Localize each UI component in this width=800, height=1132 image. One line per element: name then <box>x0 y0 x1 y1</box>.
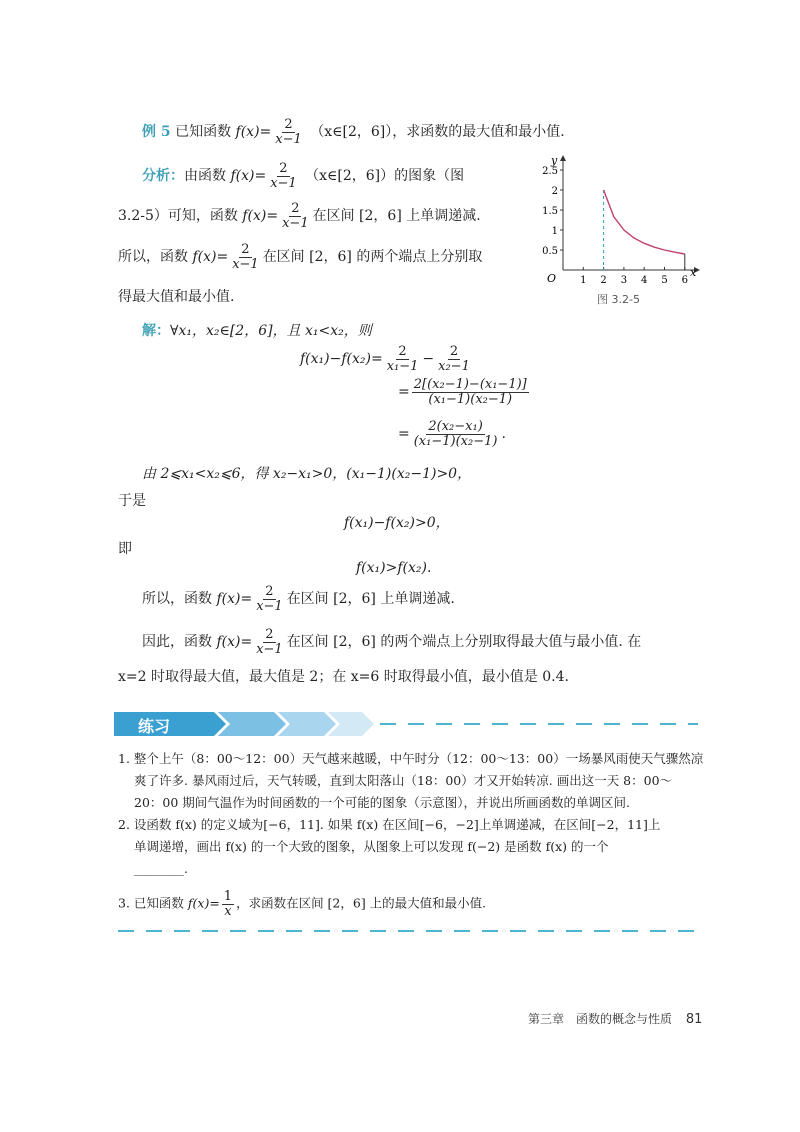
eq3-num: 2(x₂−x₁) <box>428 419 483 434</box>
exercise-3-num: 1 <box>223 889 233 904</box>
exercise-bottom-dashed-rule <box>118 930 698 932</box>
x-tick-label: 1 <box>580 275 587 286</box>
equation-3 <box>398 420 506 448</box>
example-frac-den: x−1 <box>275 131 302 147</box>
curve-series <box>604 190 685 254</box>
figure-caption: 图 3.2-5 <box>597 293 640 306</box>
eq1-d1: x₁−1 <box>386 358 419 374</box>
solution-premise <box>142 320 372 340</box>
exercise-3-fx: f(x)= <box>187 895 220 911</box>
conclusion: 所以，函数 f(x)= $\frac{2}{x-1}$ 在区间 [2，6] 上单调递减. <box>142 584 455 614</box>
chapter-title: 第三章 函数的概念与性质 <box>528 1012 673 1026</box>
solution-since: 由 2⩽x₁<x₂⩽6，得 x₂−x₁>0，(x₁−1)(x₂−1)>0， <box>142 466 472 482</box>
final-line-1: 因此，函数 f(x)= $\frac{2}{x-1}$ 在区间 [2，6] 的两个端点上分别取得最大值与最小值. 在 <box>142 627 642 657</box>
example-intro: 已知函数 <box>175 124 232 141</box>
eq3-end: . <box>501 426 506 443</box>
header-dashed-rule <box>380 723 698 725</box>
example-frac-num: 2 <box>284 117 293 132</box>
exercise-2-line-2: 单调递增，画出 f(x) 的一个大致的图象，从图象上可以发现 f(−2) 是函数 f(x) 的一个 <box>134 839 609 854</box>
analysis-label: 分析： <box>142 168 184 185</box>
x-tick-label: 2 <box>600 275 607 286</box>
y-tick-label: 1.5 <box>542 206 558 217</box>
y-tick-label: 2 <box>551 186 558 197</box>
exercise-3-den: x <box>224 903 232 919</box>
eq1-n1: 2 <box>398 344 407 359</box>
analysis-line-2: 3.2-5）可知，函数 f(x)= $\frac{2}{x-1}$ 在区间 [2，6] 上单调递减. <box>118 201 481 231</box>
curve-group <box>604 190 685 270</box>
eq3-eq: = <box>398 426 410 443</box>
solution-thus: 于是 <box>118 493 146 509</box>
y-tick-label: 0.5 <box>542 246 558 257</box>
y-ticks <box>542 166 563 257</box>
analysis-frac-2: $\frac{2}{x-1}$ <box>282 201 309 231</box>
y-tick-label: 2.5 <box>542 166 558 177</box>
example-fx: f(x)= <box>235 124 272 141</box>
x-axis-label: x <box>690 266 697 279</box>
exercise-1-line-2: 爽了许多. 暴风雨过后，天气转暖，直到太阳落山（18：00）才又开始转凉. 画出这一天 8：00～ <box>134 773 673 788</box>
analysis-line-1: 分析：由函数 f(x)= $\frac{2}{x-1}$ （x∈[2，6]）的图象（图 <box>142 161 465 191</box>
final-b: 在区间 [2，6] 的两个端点上分别取得最大值与最小值. 在 <box>286 634 642 651</box>
analysis-l3-a: 所以，函数 <box>118 249 188 266</box>
analysis-l3-b: 在区间 [2，6] 的两个端点上分别取 <box>262 249 483 266</box>
eq2-eq: = <box>398 384 410 401</box>
exercise-2-blank[interactable]: ________. <box>134 861 188 876</box>
x-tick-label: 5 <box>661 275 668 286</box>
eq1-minus: − <box>422 351 435 368</box>
exercise-1-line-1: 1. 整个上午（8：00～12：00）天气越来越暖，中午时分（12：00～13：00）一场暴风雨使天气骤然凉 <box>118 751 704 766</box>
y-tick-label: 1 <box>551 226 558 237</box>
analysis-l1-a: 由函数 <box>184 168 226 185</box>
x-tick-label: 6 <box>681 275 688 286</box>
exercise-3 <box>118 890 703 918</box>
conclusion-b: 在区间 [2，6] 上单调递减. <box>286 591 455 608</box>
exercise-3-a: 3. 已知函数 <box>118 895 184 911</box>
exercise-2-line-1: 2. 设函数 f(x) 的定义域为[−6，11]. 如果 f(x) 在区间[−6，−2]上单调递减，在区间[−2，11]上 <box>118 817 661 832</box>
analysis-l2-b: 在区间 [2，6] 上单调递减. <box>312 208 481 225</box>
eq1-n2: 2 <box>449 344 459 359</box>
solution-ie: 即 <box>118 541 132 557</box>
page-number: 81 <box>685 1012 703 1027</box>
x-tick-label: 4 <box>641 275 648 286</box>
example-fraction <box>273 118 304 146</box>
equation-1 <box>300 345 474 373</box>
exercise-3-b: ，求函数在区间 [2，6] 上的最大值和最小值. <box>236 895 487 911</box>
eq1-lhs: f(x₁)−f(x₂)= <box>300 351 383 368</box>
inequality-1: f(x₁)−f(x₂)>0， <box>344 515 450 531</box>
example-title <box>142 118 565 146</box>
page-footer <box>528 1010 702 1027</box>
eq2-num: 2[(x₂−1)−(x₁−1)] <box>413 377 527 392</box>
inequality-2: f(x₁)>f(x₂). <box>356 560 432 576</box>
analysis-l1-b: （x∈[2，6]）的图象（图 <box>305 168 465 185</box>
final-line-2: x=2 时取得最大值，最大值是 2；在 x=6 时取得最小值，最小值是 0.4. <box>118 669 569 685</box>
example-domain: （x∈[2，6]）， <box>310 124 407 141</box>
equation-2 <box>398 378 531 406</box>
eq3-den: (x₁−1)(x₂−1) <box>413 433 498 449</box>
solution-label: 解： <box>142 323 170 339</box>
analysis-frac-3: $\frac{2}{x-1}$ <box>232 242 259 272</box>
analysis-l2-a: 3.2-5）可知，函数 <box>118 208 238 225</box>
x-tick-label: 3 <box>620 275 628 286</box>
exercise-list <box>118 748 703 918</box>
example-question: 求函数的最大值和最小值. <box>406 124 565 141</box>
eq1-d2: x₂−1 <box>438 358 470 374</box>
analysis-frac-1: $\frac{2}{x-1}$ <box>270 161 297 191</box>
solution-premise-text: ∀x₁，x₂∈[2，6]，且 x₁<x₂，则 <box>170 323 372 339</box>
exercise-title: 练习 <box>138 717 171 736</box>
exercise-1-line-3: 20：00 期间气温作为时间函数的一个可能的图象（示意图），并说出所画函数的单调区间. <box>134 795 631 810</box>
origin-label: O <box>547 272 557 285</box>
function-graph <box>535 150 705 310</box>
analysis-line-3: 所以，函数 f(x)= $\frac{2}{x-1}$ 在区间 [2，6] 的两个端点上分别取 <box>118 242 483 272</box>
conclusion-a: 所以，函数 <box>142 591 212 608</box>
example-label: 例 5 <box>142 124 171 141</box>
analysis-line-4: 得最大值和最小值. <box>118 289 235 305</box>
exercise-header-bar <box>114 712 374 736</box>
y-axis-label: y <box>551 154 558 167</box>
final-a: 因此，函数 <box>142 634 212 651</box>
eq2-den: (x₁−1)(x₂−1) <box>428 391 513 407</box>
